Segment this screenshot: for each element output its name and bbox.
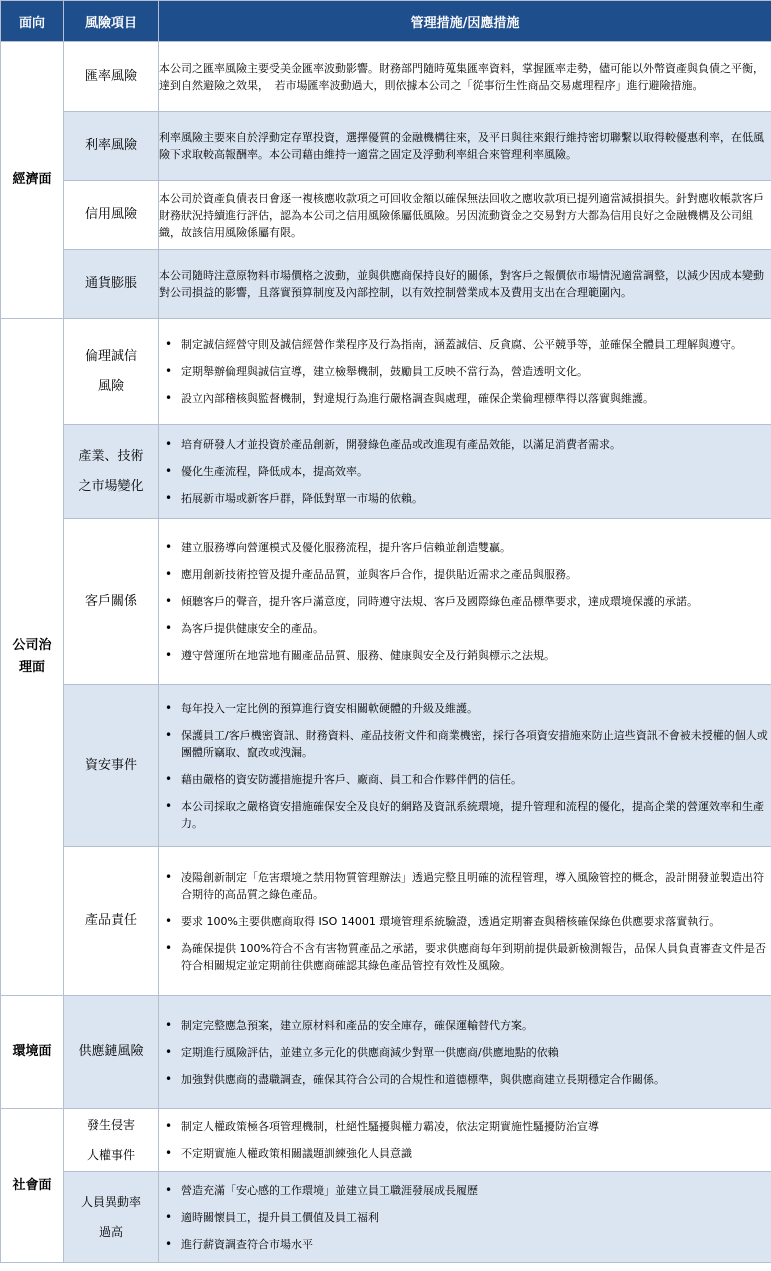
risk-measure: 本公司於資產負債表日會逐一複核應收款項之可回收金額以確保無法回收之應收款項已提列適當減損損失。針對應收帳款客戶財務狀況持續進行評估，認為本公司之信用風險係屬低風險。另因流動資金之交易對方大都為信用良好之金融機構及公司組織，故該信用風險係屬有限。: [159, 181, 771, 250]
dimension-economic: 經濟面: [1, 42, 64, 319]
table-row: [1, 425, 771, 519]
risk-item: [64, 1109, 159, 1172]
dimension-environment: 環境面: [1, 996, 64, 1109]
risk-item: 匯率風險: [64, 42, 159, 112]
list-item: • 定期舉辦倫理與誠信宣導，建立檢舉機制，鼓勵員工反映不當行為，營造透明文化。: [181, 358, 771, 385]
header-dimension: 面向: [1, 1, 64, 42]
table-row: [1, 1172, 771, 1263]
list-item: • 營造充滿「安心感的工作環境」並建立員工職涯發展成長履歷: [181, 1177, 771, 1204]
risk-item-line: 風險: [97, 378, 124, 394]
risk-item: [64, 319, 159, 425]
risk-item-line: 產業、技術: [78, 448, 144, 464]
risk-item-line: 過高: [98, 1225, 123, 1239]
risk-item-line: 倫理誠信: [84, 348, 137, 364]
list-item: • 為客戶提供健康安全的產品。: [181, 615, 771, 642]
table-row: [1, 847, 771, 996]
risk-item: 資安事件: [64, 685, 159, 847]
risk-item-line: 之市場變化: [78, 478, 144, 494]
table-row: [1, 519, 771, 685]
list-item: • 凌陽創新制定「危害環境之禁用物質管理辦法」透過完整且明確的流程管理，導入風險管控的概念，設計開發並製造出符合期待的高品質之綠色產品。: [181, 864, 771, 908]
table-row: [1, 42, 771, 112]
table-row: [1, 319, 771, 425]
list-item: • 加強對供應商的盡職調查，確保其符合公司的合規性和道德標準，與供應商建立長期穩定合作關係。: [181, 1066, 771, 1093]
risk-measure: [159, 519, 771, 685]
list-item: • 傾聽客戶的聲音，提升客戶滿意度，同時遵守法規、客戶及國際綠色產品標準要求，達成環境保護的承諾。: [181, 588, 771, 615]
list-item: • 建立服務導向營運模式及優化服務流程，提升客戶信賴並創造雙贏。: [181, 534, 771, 561]
risk-item-line: 發生侵害: [86, 1118, 135, 1132]
risk-item: 產品責任: [64, 847, 159, 996]
table-row: [1, 685, 771, 847]
risk-item: 信用風險: [64, 181, 159, 250]
risk-measure: [159, 1172, 771, 1263]
risk-measure: 利率風險主要來自於浮動定存單投資，選擇優質的金融機構往來，及平日與往來銀行維持密切聯繫以取得較優惠利率，在低風險下求取較高報酬率。本公司藉由維持一適當之固定及浮動利率組合來管理利率風險。: [159, 112, 771, 181]
list-item: • 每年投入一定比例的預算進行資安相關軟硬體的升級及維護。: [181, 695, 771, 722]
risk-measure: [159, 847, 771, 996]
dimension-governance: [1, 319, 64, 996]
risk-item-line: 人權事件: [86, 1148, 135, 1162]
dimension-label-line: 理面: [18, 660, 45, 675]
header-measures: 管理措施/因應措施: [159, 1, 771, 42]
risk-measure: [159, 1109, 771, 1172]
risk-item: 客戶關係: [64, 519, 159, 685]
list-item: • 為確保提供 100%符合不含有害物質產品之承諾，要求供應商每年到期前提供最新檢測報告，品保人員負責審查文件是否符合相關規定並定期前往供應商確認其綠色產品管控有效性及風險。: [181, 935, 771, 979]
list-item: • 適時關懷員工，提升員工價值及員工福利: [181, 1204, 771, 1231]
risk-item: [64, 1172, 159, 1263]
list-item: • 培育研發人才並投資於產品創新，開發綠色產品或改進現有產品效能，以滿足消費者需求。: [181, 431, 771, 458]
dimension-social: 社會面: [1, 1109, 64, 1263]
risk-measure: 本公司隨時注意原物料市場價格之波動，並與供應商保持良好的關係，對客戶之報價依市場情況適當調整，以減少因成本變動對公司損益的影響，且落實預算制度及內部控制，以有效控制營業成本及費用支出在合理範圍內。: [159, 250, 771, 319]
list-item: • 進行薪資調查符合市場水平: [181, 1231, 771, 1258]
table-header-row: [1, 1, 771, 42]
table-row: [1, 1109, 771, 1172]
risk-item: [64, 425, 159, 519]
list-item: • 應用創新技術控管及提升產品品質，並與客戶合作，提供貼近需求之產品與服務。: [181, 561, 771, 588]
risk-measure: [159, 319, 771, 425]
list-item: • 優化生產流程，降低成本，提高效率。: [181, 458, 771, 485]
risk-measure: 本公司之匯率風險主要受美金匯率波動影響。財務部門隨時蒐集匯率資料，掌握匯率走勢，儘可能以外幣資產與負債之平衡，達到自然避險之效果， 若市場匯率波動過大，則依據本公司之「從事衍生性商品交易處理程序」進行避險措施。: [159, 42, 771, 112]
dimension-label-line: 公司治: [12, 638, 52, 653]
list-item: • 要求 100%主要供應商取得 ISO 14001 環境管理系統驗證，透過定期審查與稽核確保綠色供應要求落實執行。: [181, 908, 771, 935]
table-row: [1, 112, 771, 181]
list-item: • 保護員工/客戶機密資訊、財務資料、產品技術文件和商業機密，採行各項資安措施來防止這些資訊不會被未授權的個人或團體所竊取、竄改或洩漏。: [181, 722, 771, 766]
risk-measure: [159, 996, 771, 1109]
list-item: • 制定人權政策極各項管理機制，杜絕性騷擾與權力霸凌，依法定期實施性騷擾防治宣導: [181, 1113, 771, 1140]
table-row: [1, 181, 771, 250]
list-item: • 藉由嚴格的資安防護措施提升客戶、廠商、員工和合作夥伴們的信任。: [181, 766, 771, 793]
list-item: • 設立內部稽核與監督機制，對違規行為進行嚴格調查與處理，確保企業倫理標準得以落實與維護。: [181, 385, 771, 412]
risk-measure: [159, 425, 771, 519]
list-item: • 本公司採取之嚴格資安措施確保安全及良好的網路及資訊系統環境，提升管理和流程的優化，提高企業的營運效率和生產力。: [181, 793, 771, 837]
risk-measure: [159, 685, 771, 847]
list-item: • 制定完整應急預案，建立原材料和產品的安全庫存，確保運輸替代方案。: [181, 1012, 771, 1039]
risk-item: 利率風險: [64, 112, 159, 181]
risk-item: 通貨膨脹: [64, 250, 159, 319]
table-row: [1, 250, 771, 319]
list-item: • 拓展新市場或新客戶群，降低對單一市場的依賴。: [181, 485, 771, 512]
table-row: [1, 996, 771, 1109]
risk-item-line: 人員異動率: [80, 1195, 141, 1209]
risk-item: 供應鏈風險: [64, 996, 159, 1109]
list-item: • 定期進行風險評估，並建立多元化的供應商減少對單一供應商/供應地點的依賴: [181, 1039, 771, 1066]
list-item: • 遵守營運所在地當地有關產品品質、服務、健康與安全及行銷與標示之法規。: [181, 642, 771, 669]
list-item: • 制定誠信經營守則及誠信經營作業程序及行為指南，涵蓋誠信、反貪腐、公平競爭等，並確保全體員工理解與遵守。: [181, 331, 771, 358]
header-risk-item: 風險項目: [64, 1, 159, 42]
list-item: • 不定期實施人權政策相關議題訓練強化人員意識: [181, 1140, 771, 1167]
